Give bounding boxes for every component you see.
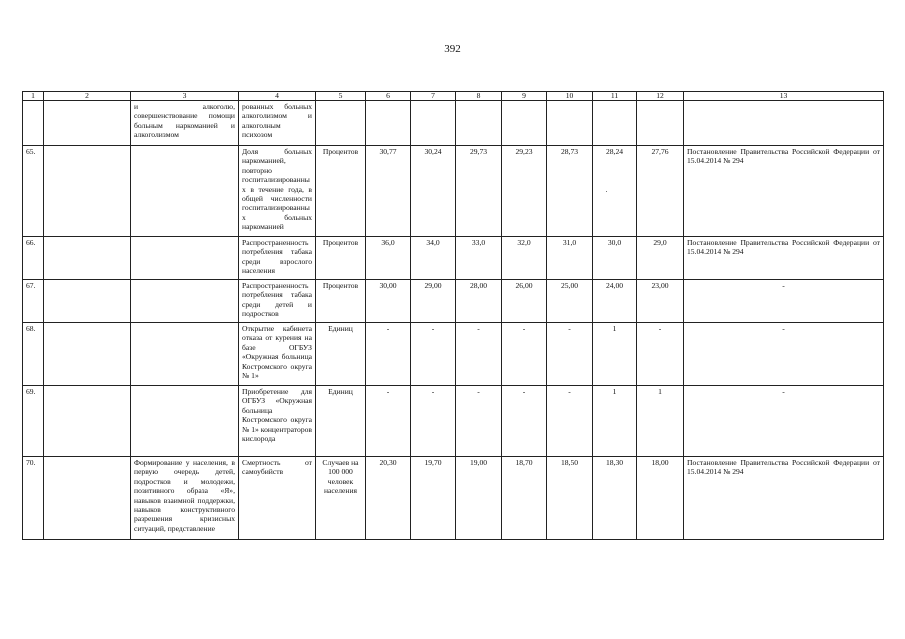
value-cell: -	[411, 386, 456, 457]
event-cell	[131, 280, 239, 323]
table-row	[23, 101, 884, 146]
indicator-cell: Распространенность потребления табака среди взрослого населения	[239, 237, 316, 280]
table-row	[23, 386, 884, 457]
value-cell: 18,70	[502, 457, 547, 540]
value-cell: 1	[593, 386, 637, 457]
row-number: 70.	[23, 457, 44, 540]
column-header: 10	[547, 92, 593, 101]
value-cell	[502, 101, 547, 146]
unit-cell: Единиц	[316, 323, 366, 386]
cell-blank	[44, 237, 131, 280]
value-cell: 29,23	[502, 146, 547, 237]
value-cell	[366, 101, 411, 146]
event-cell: Формирование у населения, в первую очередь детей, подростков и молодежи, позитивного образа «Я», навыков взаимной поддержки, навыков конструктивного разрешения кризисных ситуаций, представление	[131, 457, 239, 540]
basis-cell: -	[684, 386, 884, 457]
cell-blank	[44, 146, 131, 237]
column-header: 1	[23, 92, 44, 101]
value-cell: 30,77	[366, 146, 411, 237]
value-cell: -	[456, 323, 502, 386]
value-cell: -	[547, 323, 593, 386]
value-cell	[637, 101, 684, 146]
value-cell	[593, 101, 637, 146]
table-row	[23, 457, 884, 540]
value-cell: 28,00	[456, 280, 502, 323]
unit-cell: Случаев на 100 000 человек населения	[316, 457, 366, 540]
value-cell: 18,30	[593, 457, 637, 540]
row-number: 65.	[23, 146, 44, 237]
column-header: 8	[456, 92, 502, 101]
scan-speck	[606, 191, 607, 192]
indicator-cell: Распространенность потребления табака среди детей и подростков	[239, 280, 316, 323]
value-cell: -	[411, 323, 456, 386]
basis-cell: Постановление Правительства Российской Федерации от 15.04.2014 № 294	[684, 457, 884, 540]
column-header: 2	[44, 92, 131, 101]
value-cell: 20,30	[366, 457, 411, 540]
value-cell: 29,0	[637, 237, 684, 280]
column-header: 9	[502, 92, 547, 101]
value-cell: 28,24	[593, 146, 637, 237]
value-cell: 30,00	[366, 280, 411, 323]
table-row	[23, 280, 884, 323]
value-cell: 27,76	[637, 146, 684, 237]
value-cell: 24,00	[593, 280, 637, 323]
value-cell: 1	[637, 386, 684, 457]
column-header: 7	[411, 92, 456, 101]
column-header: 6	[366, 92, 411, 101]
row-number: 69.	[23, 386, 44, 457]
basis-cell: -	[684, 280, 884, 323]
program-indicators-table	[22, 91, 884, 540]
value-cell: -	[502, 386, 547, 457]
unit-cell	[316, 101, 366, 146]
value-cell: 34,0	[411, 237, 456, 280]
column-header: 3	[131, 92, 239, 101]
table-row	[23, 146, 884, 237]
cell-blank	[44, 457, 131, 540]
column-header: 11	[593, 92, 637, 101]
event-cell: и алкоголю, совершенствование помощи больным наркоманией и алкоголизмом	[131, 101, 239, 146]
value-cell	[411, 101, 456, 146]
value-cell: 31,0	[547, 237, 593, 280]
event-cell	[131, 146, 239, 237]
indicator-cell: Смертность от самоубийств	[239, 457, 316, 540]
value-cell: 28,73	[547, 146, 593, 237]
event-cell	[131, 323, 239, 386]
column-header: 13	[684, 92, 884, 101]
basis-cell	[684, 101, 884, 146]
row-number: 66.	[23, 237, 44, 280]
value-cell: 18,50	[547, 457, 593, 540]
row-number: 67.	[23, 280, 44, 323]
value-cell: 30,0	[593, 237, 637, 280]
value-cell: -	[502, 323, 547, 386]
indicator-cell: Приобретение для ОГБУЗ «Окружная больница Костромского округа № 1» концентраторов кислорода	[239, 386, 316, 457]
unit-cell: Процентов	[316, 280, 366, 323]
value-cell: 30,24	[411, 146, 456, 237]
value-cell: 36,0	[366, 237, 411, 280]
value-cell: 29,73	[456, 146, 502, 237]
value-cell: 19,70	[411, 457, 456, 540]
event-cell	[131, 386, 239, 457]
cell-blank	[44, 101, 131, 146]
cell-blank	[44, 280, 131, 323]
value-cell	[456, 101, 502, 146]
unit-cell: Единиц	[316, 386, 366, 457]
value-cell: 23,00	[637, 280, 684, 323]
value-cell: 19,00	[456, 457, 502, 540]
column-header: 5	[316, 92, 366, 101]
value-cell: 25,00	[547, 280, 593, 323]
value-cell: 29,00	[411, 280, 456, 323]
value-cell	[547, 101, 593, 146]
value-cell: 26,00	[502, 280, 547, 323]
table-row	[23, 323, 884, 386]
row-number	[23, 101, 44, 146]
value-cell: -	[547, 386, 593, 457]
basis-cell: Постановление Правительства Российской Федерации от 15.04.2014 № 294	[684, 146, 884, 237]
column-header: 4	[239, 92, 316, 101]
basis-cell: -	[684, 323, 884, 386]
indicator-cell: Открытие кабинета отказа от курения на базе ОГБУЗ «Окружная больница Костромского округа № 1»	[239, 323, 316, 386]
cell-blank	[44, 386, 131, 457]
value-cell: -	[456, 386, 502, 457]
column-header: 12	[637, 92, 684, 101]
indicator-cell: Доля больных наркоманией, повторно госпитализированных в течение года, в общей численности госпитализированных больных наркоманией	[239, 146, 316, 237]
value-cell: -	[366, 323, 411, 386]
event-cell	[131, 237, 239, 280]
value-cell: 33,0	[456, 237, 502, 280]
column-number-header-row	[23, 92, 884, 101]
row-number: 68.	[23, 323, 44, 386]
value-cell: -	[366, 386, 411, 457]
unit-cell: Процентов	[316, 146, 366, 237]
value-cell: 18,00	[637, 457, 684, 540]
value-cell: 32,0	[502, 237, 547, 280]
indicator-cell: рованных больных алкоголизмом и алкоголным психозом	[239, 101, 316, 146]
basis-cell: Постановление Правительства Российской Федерации от 15.04.2014 № 294	[684, 237, 884, 280]
value-cell: -	[637, 323, 684, 386]
unit-cell: Процентов	[316, 237, 366, 280]
page-number: 392	[444, 43, 461, 55]
table-row	[23, 237, 884, 280]
value-cell: 1	[593, 323, 637, 386]
cell-blank	[44, 323, 131, 386]
